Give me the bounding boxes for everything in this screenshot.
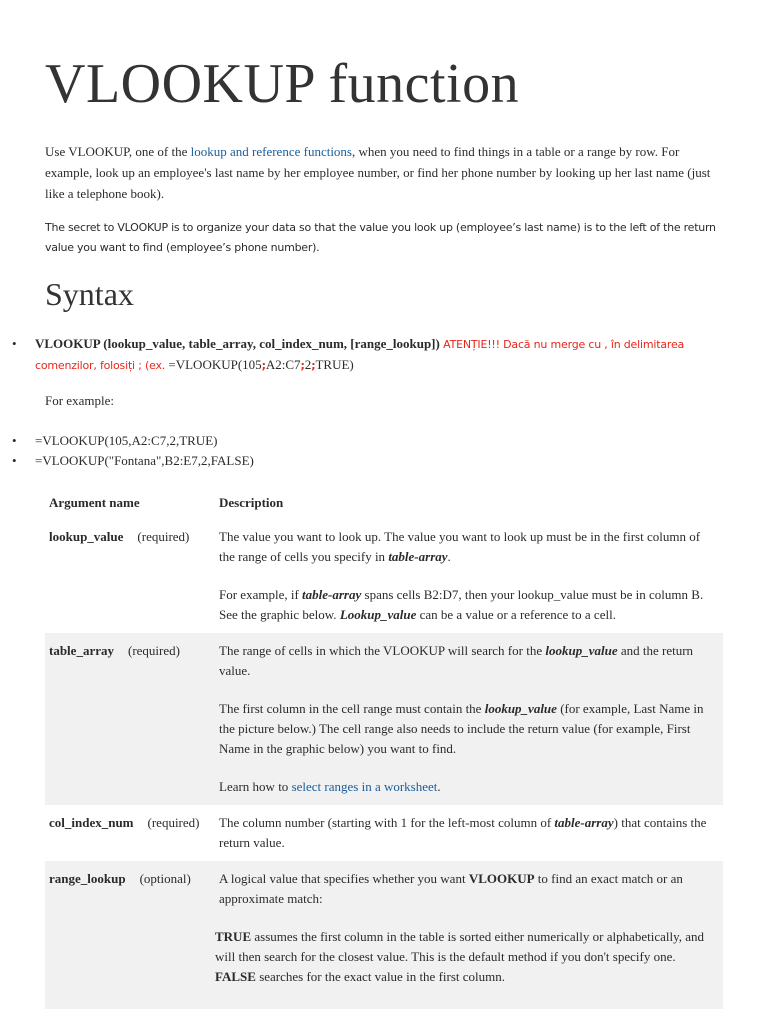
description-cell	[215, 633, 723, 805]
emphasis: table-array	[302, 587, 362, 602]
false-keyword: FALSE	[215, 969, 256, 984]
separator-2: ;	[300, 359, 305, 372]
lookup-reference-functions-link[interactable]: lookup and reference functions	[190, 144, 352, 159]
table-row-lookup-value	[45, 519, 723, 633]
intro-text-end: , when you need to find things in a table or a range by row. For example, look up an employee's last name by her employee number, or find her phone number by looking up her last name (just like a telephone book).	[45, 144, 711, 201]
description-text	[219, 777, 713, 797]
intro-paragraph	[45, 141, 725, 204]
syntax-heading: Syntax	[45, 276, 134, 312]
arg-requirement: (required)	[127, 643, 180, 658]
syntax-signature: VLOOKUP (lookup_value, table_array, col_index_num, [range_lookup])	[35, 336, 440, 351]
text-segment: Learn how to	[219, 779, 292, 794]
header-argument-name: Argument name	[49, 495, 140, 510]
syntax-line	[35, 334, 725, 376]
description-text	[219, 699, 713, 759]
arg-cell	[45, 861, 215, 1009]
page-title: VLOOKUP function	[45, 53, 520, 115]
table-header-row	[45, 486, 723, 519]
true-option	[215, 927, 713, 967]
warning-note: ATENȚIE!!! Dacă nu merge cu , în delimitarea comenzilor, folosiți ; (ex.	[35, 338, 685, 372]
text-segment: to find an exact match or an approximate match:	[219, 871, 683, 906]
false-option	[215, 967, 713, 987]
text-segment: can be a value or a reference to a cell.	[416, 607, 616, 622]
description-cell	[215, 805, 723, 861]
separator-3: ;	[311, 359, 316, 372]
description-text	[219, 641, 713, 681]
for-example-label: For example:	[45, 393, 114, 408]
emphasis: lookup_value	[545, 643, 618, 658]
description-cell	[215, 861, 723, 1009]
text-segment: ) that contains the return value.	[219, 815, 707, 850]
emphasis: lookup_value	[484, 701, 557, 716]
example-part-a: =VLOOKUP(105	[168, 357, 262, 372]
header-description: Description	[219, 495, 284, 510]
bullet-marker: •	[12, 433, 17, 448]
example-part-b: A2:C7	[265, 357, 301, 372]
text-segment: .	[447, 549, 451, 564]
arg-requirement: (optional)	[139, 871, 191, 886]
table-row-table-array	[45, 633, 723, 805]
text-segment: The range of cells in which the VLOOKUP will search for the	[219, 643, 546, 658]
arg-requirement: (required)	[147, 815, 200, 830]
arg-name: col_index_num	[49, 815, 134, 830]
emphasis: table-array	[388, 549, 448, 564]
emphasis: Lookup_value	[339, 607, 417, 622]
text-segment: (for example, Last Name in the picture below.) The cell range also needs to include the return value (for example, First Name in the graphic below) you want to find.	[219, 701, 704, 756]
select-ranges-link[interactable]: select ranges in a worksheet	[291, 779, 438, 794]
true-keyword: TRUE	[215, 929, 252, 944]
text-segment: A logical value that specifies whether you want	[219, 871, 469, 886]
text-segment: .	[437, 779, 441, 794]
arg-name: range_lookup	[49, 871, 126, 886]
description-text	[219, 585, 713, 625]
arg-name: table_array	[49, 643, 114, 658]
example-formula-2: =VLOOKUP("Fontana",B2:E7,2,FALSE)	[35, 453, 254, 468]
example-part-c: 2	[304, 357, 312, 372]
arg-cell	[45, 519, 215, 633]
table-row-range-lookup	[45, 861, 723, 1009]
arg-cell	[45, 633, 215, 805]
emphasis: table-array	[554, 815, 614, 830]
separator-1: ;	[261, 359, 266, 372]
intro-text-start: Use VLOOKUP, one of the	[45, 144, 191, 159]
text-segment: The value you want to look up. The value you want to look up must be in the first column of the range of cells you specify in	[219, 529, 701, 564]
arg-cell	[45, 805, 215, 861]
range-lookup-options	[215, 927, 713, 987]
table-row-col-index-num	[45, 805, 723, 861]
bullet-marker: •	[12, 453, 17, 468]
description-cell	[215, 519, 723, 633]
description-text	[219, 869, 713, 909]
example-part-d: TRUE)	[315, 357, 354, 372]
arguments-table	[45, 486, 723, 1009]
text-segment: and the return value.	[219, 643, 694, 678]
secret-paragraph: The secret to VLOOKUP is to organize your data so that the value you look up (employee’s last name) is to the left of the return value you want to find (employee’s phone number).	[45, 221, 716, 254]
false-description: searches for the exact value in the first column.	[255, 969, 506, 984]
bullet-marker: •	[12, 336, 17, 351]
arg-requirement: (required)	[137, 529, 190, 544]
text-segment: The first column in the cell range must contain the	[219, 701, 485, 716]
text-segment: spans cells B2:D7, then your lookup_value must be in column B. See the graphic below.	[219, 587, 704, 622]
description-text	[219, 813, 713, 853]
text-segment: The column number (starting with 1 for the left-most column of	[219, 815, 555, 830]
true-description: assumes the first column in the table is sorted either numerically or alphabetically, and will then search for the closest value. This is the default method if you don't specify one.	[215, 929, 705, 964]
description-text	[219, 527, 713, 567]
example-formula-1: =VLOOKUP(105,A2:C7,2,TRUE)	[35, 433, 218, 448]
text-segment: For example, if	[219, 587, 303, 602]
arg-name: lookup_value	[49, 529, 124, 544]
emphasis: VLOOKUP	[468, 871, 535, 886]
